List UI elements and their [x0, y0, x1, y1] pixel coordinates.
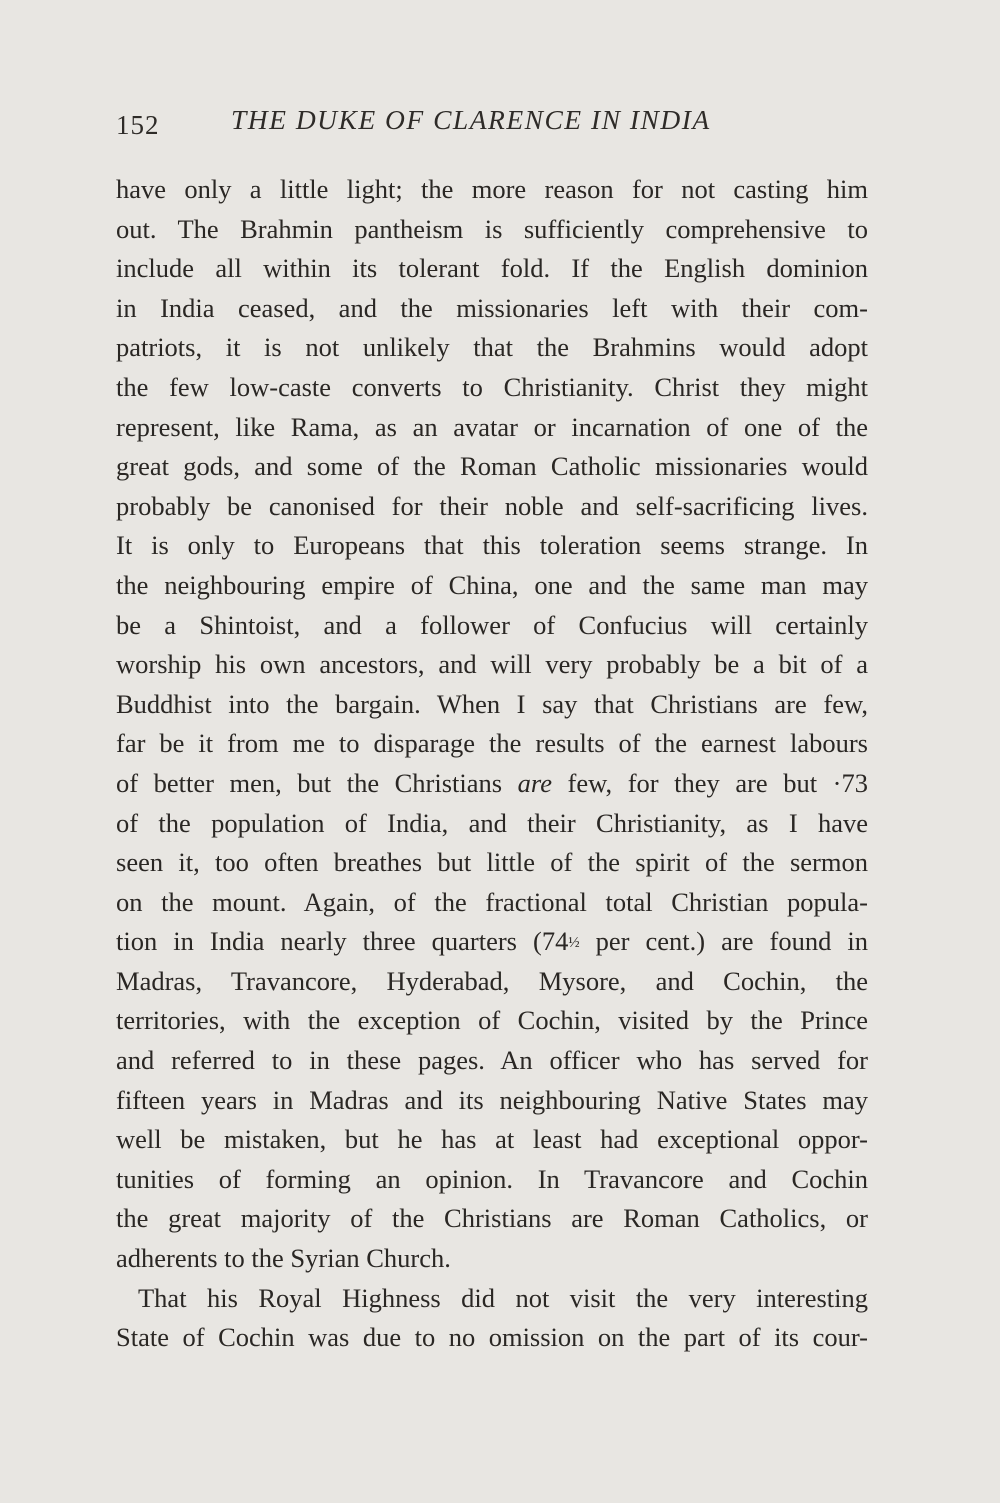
text-line: territories, with the exception of Cochin, visited by the Prince [116, 1005, 868, 1036]
paragraph-1 [116, 170, 868, 1279]
text-line-with-fraction [116, 922, 868, 962]
text-line: Madras, Travancore, Hyderabad, Mysore, and Cochin, the [116, 965, 868, 996]
paragraph-2 [116, 1279, 868, 1358]
text-line-with-italic [116, 764, 868, 804]
text-line: the neighbouring empire of China, one and the same man may [116, 569, 868, 600]
text-line: on the mount. Again, of the fractional total Christian popula- [116, 886, 868, 917]
text-line: great gods, and some of the Roman Catholic missionaries would [116, 451, 868, 482]
text-line: the great majority of the Christians are Roman Catholics, or [116, 1203, 868, 1234]
text-segment: tion in India nearly three quarters (74 [116, 926, 569, 957]
text-line: and referred to in these pages. An officer who has served for [116, 1045, 868, 1076]
page-header [116, 104, 868, 144]
body-text [116, 170, 868, 1358]
text-line: seen it, too often breathes but little of the spirit of the sermon [116, 847, 868, 878]
text-line: tunities of forming an opinion. In Travancore and Cochin [116, 1163, 868, 1194]
text-line: probably be canonised for their noble and self-sacrificing lives. [116, 490, 868, 521]
text-line: in India ceased, and the missionaries left with their com- [116, 292, 868, 323]
text-line: fifteen years in Madras and its neighbouring Native States may [116, 1084, 868, 1115]
text-line: of the population of India, and their Christianity, as I have [116, 807, 868, 838]
page-number: 152 [116, 110, 160, 140]
running-title: THE DUKE OF CLARENCE IN INDIA [231, 104, 711, 135]
text-line: patriots, it is not unlikely that the Brahmins would adopt [116, 332, 868, 363]
text-line: That his Royal Highness did not visit the very interesting [138, 1282, 868, 1313]
text-segment: of better men, but the Christians [116, 767, 518, 798]
text-segment: per cent.) are found in [579, 926, 868, 957]
text-line: have only a little light; the more reason for not casting him [116, 174, 868, 204]
text-line: out. The Brahmin pantheism is sufficiently comprehensive to [116, 213, 868, 244]
text-segment: few, for they are but ·73 [552, 767, 868, 798]
text-line: the few low-caste converts to Christianity. Christ they might [116, 371, 868, 402]
text-line: Buddhist into the bargain. When I say that Christians are few, [116, 688, 868, 719]
text-line: adherents to the Syrian Church. [116, 1243, 451, 1274]
text-line: far be it from me to disparage the results of the earnest labours [116, 728, 868, 759]
text-line: represent, like Rama, as an avatar or incarnation of one of the [116, 411, 868, 442]
text-line: be a Shintoist, and a follower of Confucius will certainly [116, 609, 868, 640]
italic-emphasis: are [517, 767, 552, 798]
text-line: include all within its tolerant fold. If the English dominion [116, 253, 868, 284]
text-line: State of Cochin was due to no omission on the part of its cour- [116, 1322, 868, 1353]
fraction: ½ [568, 935, 580, 952]
text-line: worship his own ancestors, and will very probably be a bit of a [116, 649, 868, 680]
text-line: It is only to Europeans that this toleration seems strange. In [116, 530, 868, 561]
text-line: well be mistaken, but he has at least had exceptional oppor- [116, 1124, 868, 1155]
